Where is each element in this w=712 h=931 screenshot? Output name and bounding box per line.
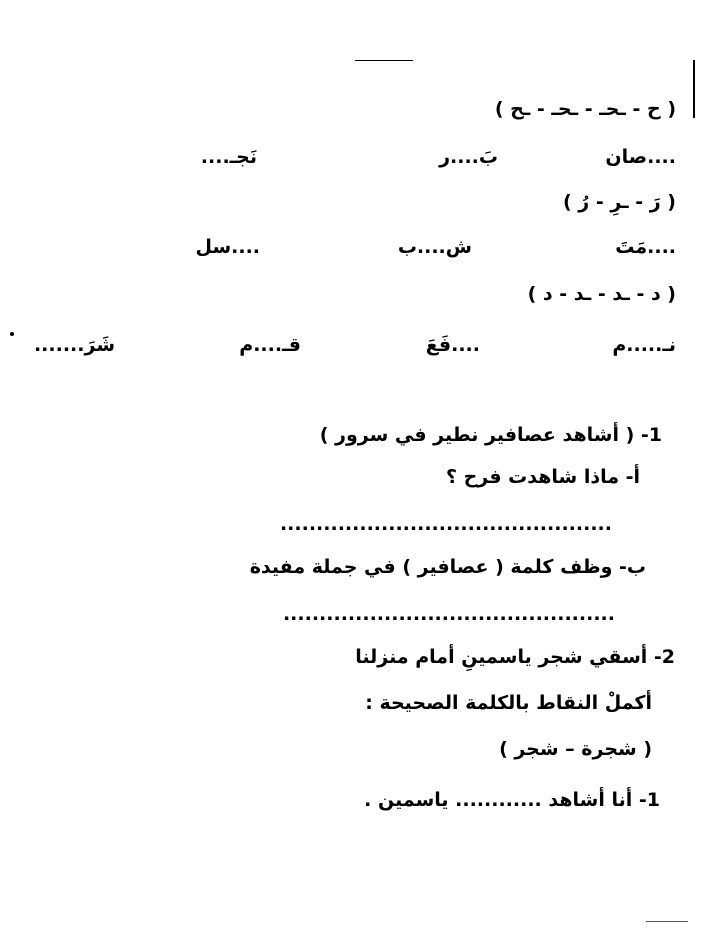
letter-options-r: ( رَ - ـرِ - رُ ) — [562, 191, 676, 213]
word-blank-9: قـ....م — [239, 334, 301, 356]
word-blank-1: ....صان — [605, 146, 676, 168]
q2-sentence: 2- أسقي شجر ياسمينِ أمام منزلنا — [355, 646, 675, 668]
letter-options-h: ( ح - ـحـ - ـحـ - ـح ) — [494, 98, 676, 120]
q2-item-1: 1- أنا أشاهد ............ ياسمين . — [364, 789, 660, 811]
word-blank-8: ....فَعَ — [425, 334, 480, 356]
word-blank-7: نـ.....م — [612, 334, 676, 356]
word-blank-3: نَجـ.... — [200, 146, 257, 168]
word-blank-5: ش....ب — [397, 236, 472, 258]
q2-instruction: أكملْ النقاط بالكلمة الصحيحة : — [365, 692, 652, 714]
word-blank-10: شَرَ....... — [33, 334, 115, 356]
q2-choices: ( شجرة – شجر ) — [499, 738, 652, 760]
q1-part-b: ب- وظف كلمة ( عصافير ) في جملة مفيدة — [249, 556, 646, 578]
word-blank-4: ....مَتَ — [615, 236, 676, 258]
speck — [10, 332, 14, 336]
word-blank-2: بَ....ر — [439, 146, 498, 168]
word-blank-6: ....سل — [195, 236, 260, 258]
q1-answer-line-b: .............................................. — [282, 603, 615, 625]
margin-line — [693, 60, 695, 118]
q1-sentence: 1- ( أشاهد عصافير نطير في سرور ) — [319, 424, 662, 446]
q1-answer-line-a: .............................................. — [279, 513, 612, 535]
top-rule — [355, 60, 413, 61]
q1-part-a: أ- ماذا شاهدت فرح ؟ — [445, 466, 640, 488]
scan-mark — [646, 921, 688, 922]
letter-options-d: ( د - ـد - ـد - د ) — [527, 283, 676, 305]
